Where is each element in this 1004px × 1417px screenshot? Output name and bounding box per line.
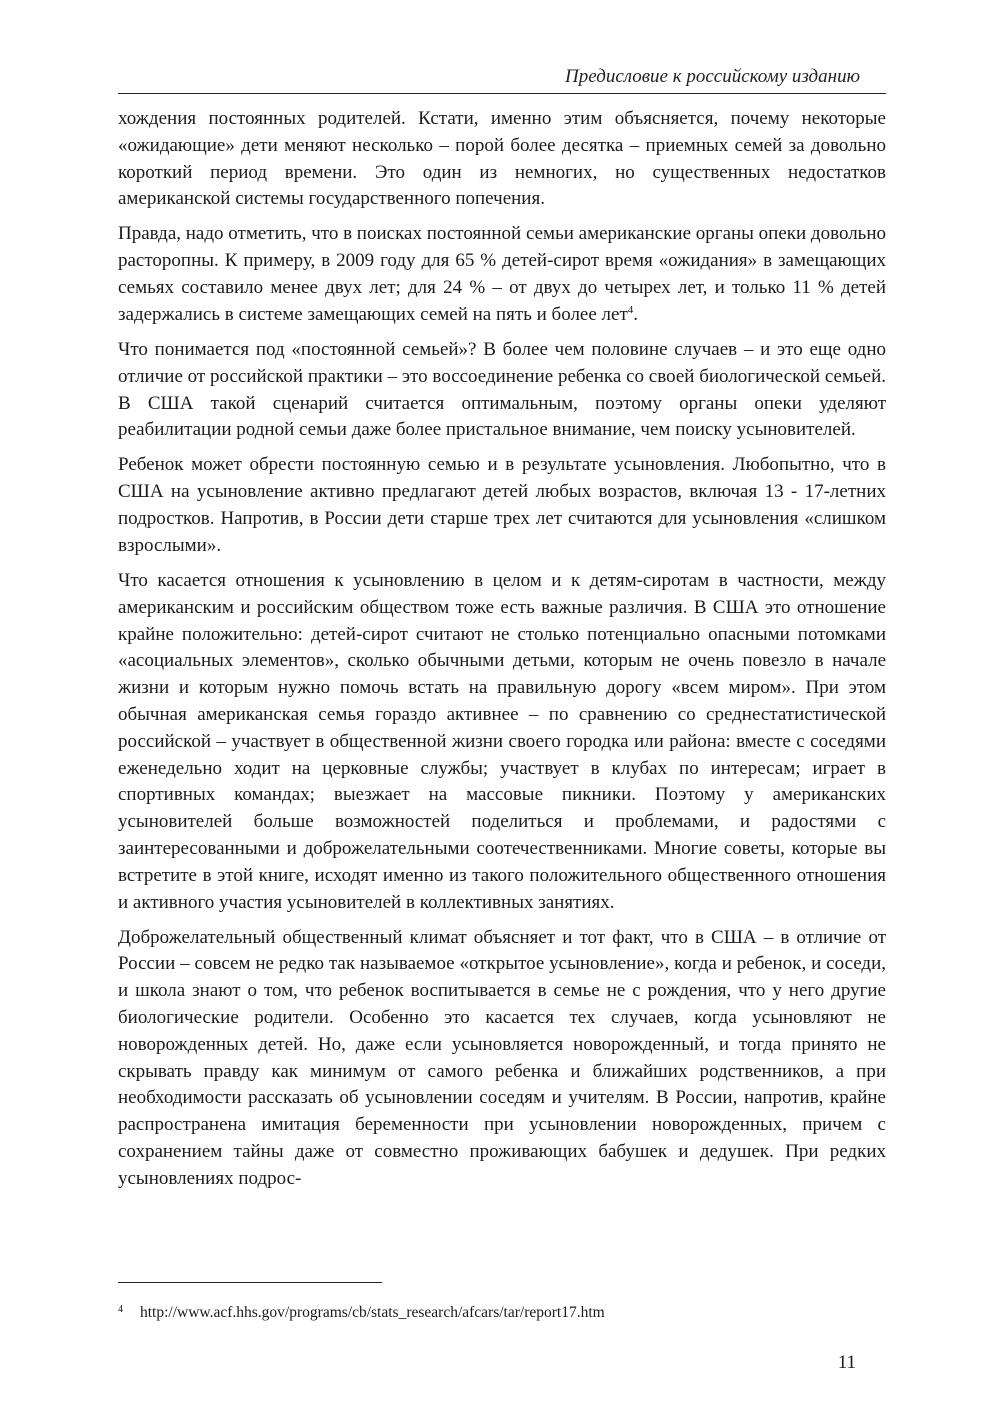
paragraph-1	[118, 106, 886, 213]
paragraph-1-text: хождения постоянных родителей. Кстати, именно этим объясняется, почему некоторые «ожидающие» дети меняют несколько – порой более десятка – приемных семей за довольно короткий период времени. Это один из немногих, но существенных недостатков американской системы государственного попечения.	[118, 108, 886, 210]
paragraph-4	[118, 452, 886, 559]
paragraph-6-text: Доброжелательный общественный климат объясняет и тот факт, что в США – в отличие от России – совсем не редко так называемое «открытое усыновление», когда и ребенок, и соседи, и школа знают о том, что ребенок воспитывается в семье не с рождения, что у него другие биологические родители. Особенно это касается тех случаев, когда усыновляют не новорожденных детей. Но, даже если усыновляется новорожденный, и тогда принято не скрывать правду как минимум от самого ребенка и ближайших родственников, а при необходимости рассказать об усыновлении соседям и учителям. В России, напротив, крайне распространена имитация беременности при усыновлении новорожденных, причем с сохранением тайны даже от совместно проживающих бабушек и дедушек. При редких усыновлениях подрос-	[118, 926, 886, 1189]
paragraph-3-text: Что понимается под «постоянной семьей»? В более чем половине случаев – и это еще одно отличие от российской практики – это воссоединение ребенка со своей биологической семьей. В США такой сценарий считается оптимальным, поэтому органы опеки уделяют реабилитации родной семьи даже более пристальное внимание, чем поиску усыновителей.	[118, 338, 886, 441]
paragraph-3	[118, 337, 886, 444]
footnote	[118, 1300, 886, 1323]
paragraph-2-tail: .	[633, 303, 639, 325]
footnote-mark: 4	[118, 1304, 123, 1315]
paragraph-5	[118, 568, 886, 916]
paragraph-4-text: Ребенок может обрести постоянную семью и в результате усыновления. Любопытно, что в США на усыновление активно предлагают детей любых возрастов, включая 13 - 17-летних подростков. Напротив, в России дети старше трех лет считаются для усыновления «слишком взрослыми».	[118, 454, 886, 556]
footnote-rule	[118, 1282, 382, 1283]
paragraph-2	[118, 221, 886, 328]
paragraph-5-text: Что касается отношения к усыновлению в целом и к детям-сиротам в частности, между американским и российским обществом тоже есть важные различия. В США это отношение крайне положительно: детей-сирот считают не столько потенциально опасными потомками «асоциальных элементов», сколько обычными детьми, которым не очень повезло в начале жизни и которым нужно помочь встать на правильную дорогу «всем миром». При этом обычная американская семья гораздо активнее – по сравнению со среднестатистической российской – участвует в общественной жизни своего городка или района: вместе с соседями еженедельно ходит на церковные службы; участвует в клубах по интересам; играет в спортивных командах; выезжает на массовые пикники. Поэтому у американских усыновителей больше возможностей поделиться и проблемами, и радостями с заинтересованными и доброжелательными соотечественниками. Многие советы, которые вы встретите в этой книге, исходят именно из такого положительного общественного отношения и активного участия усыновителей в коллективных занятиях.	[118, 569, 886, 913]
paragraph-6	[118, 925, 886, 1193]
header-rule	[118, 93, 886, 94]
page-number: 11	[837, 1352, 856, 1373]
footnote-reference[interactable]: 4	[627, 303, 634, 316]
paragraph-2-text: Правда, надо отметить, что в поисках постоянной семьи американские органы опеки довольно расторопны. К примеру, в 2009 году для 65 % детей-сирот время «ожидания» в замещающих семьях составило менее двух лет; для 24 % – от двух до четырех лет, и только 11 % детей задержались в системе замещающих семей на пять и более лет	[118, 223, 887, 325]
running-title: Предисловие к российскому изданию	[565, 66, 860, 87]
main-text	[118, 106, 886, 1201]
footnote-link[interactable]: http://www.acf.hhs.gov/programs/cb/stats_research/afcars/tar/report17.htm	[140, 1304, 605, 1321]
